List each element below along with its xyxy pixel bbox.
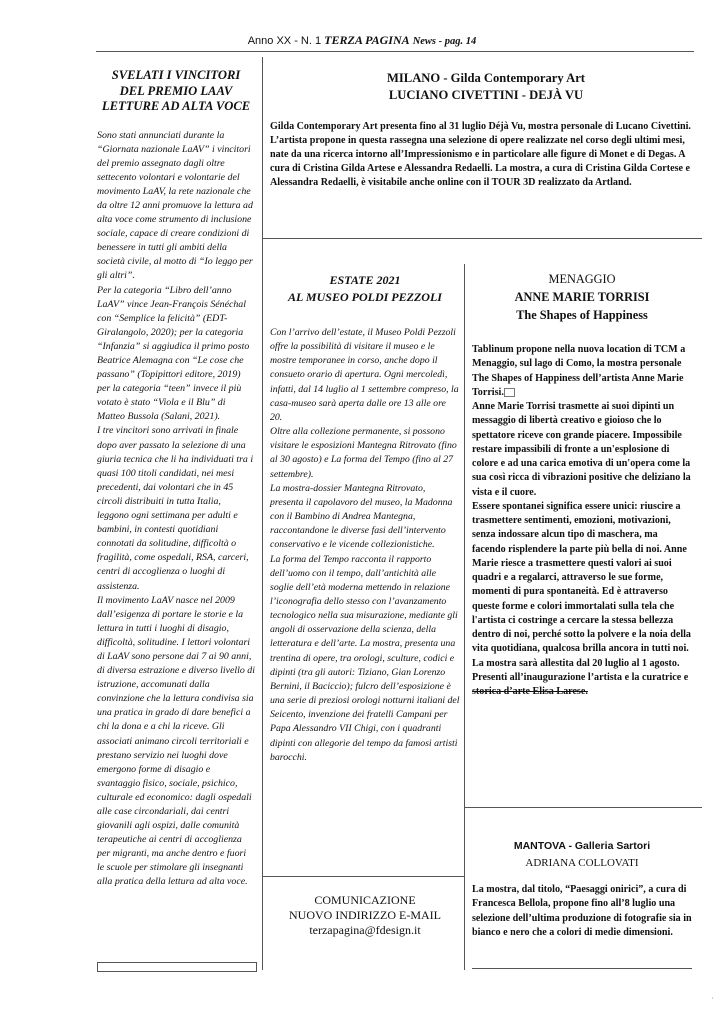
article-mantova: [472, 838, 692, 940]
paragraph: Il movimento LaAV nasce nel 2009 dall’esigenza di portare le storie e la lettura in tutti i luoghi di disagio, difficoltà, solitudine. I lettori volontari di LaAV sono persone dai 7 ai 90 anni, di diversa estrazione e diverso livello di istruzione, accomunati dalla convinzione che la lettura condivisa sia una pratica in grado di dare benefici a chi la dona e a chi la riceve. Gli associati animano circoli territoriali e prestano servizio nei luoghi dove emergono forme di disagio e svantaggio fisico, sociale, psichico, culturale ed economico: dagli ospedali alle case circondariali, dai centri giovanili agli ospizi, dalle comunità terapeutiche ai centri di accoglienza per migranti, ma anche dentro e fuori le scuole per stimolare gli insegnanti alla pratica della lettura ad alta voce.: [97, 594, 255, 888]
issue-number: Anno XX - N. 1: [247, 35, 322, 47]
notice-title: COMUNICAZIONE: [314, 893, 416, 907]
paragraph: Essere spontanei significa essere unici: riuscire a trasmettere sentimenti, emozioni, motivazioni, senza indossare alcun tipo di maschera, ma facendo risplendere la parte più bella di noi. Anne Marie riesce a trasmettere questi valori ai suoi quadri e a regalarci, attraverso le sue forme, momenti di pura spontaneità. Ed è attraverso queste forme e colori immortalati sulla tela che l'artista ci costringe a cercare la stessa bellezza dentro di noi, perché sotto la polvere e la noia della vita quotidiana, qualcosa brilla ancora in tutti noi.: [472, 500, 691, 655]
title-line: MILANO - Gilda Contemporary Art: [387, 71, 585, 85]
page-header: [0, 33, 724, 48]
article-body: [270, 326, 460, 765]
article-title: [472, 270, 692, 324]
title-line: DEL PREMIO LAAV: [119, 83, 233, 98]
article-poldi-pezzoli: [270, 272, 460, 765]
article-menaggio: [472, 270, 692, 699]
paragraph: La forma del Tempo racconta il rapporto dell’uomo con il tempo, dall’antichità alle soglie dell’età moderna mettendo in relazione l’iconografia dello stesso con l’avanzamento tecnologico nella sua misurazione, mediante gli angoli di osservazione della scienza, della letteratura e dell’arte. La mostra, presenta una trentina di opere, tra orologi, sculture, codici e dipinti (tra gli autori: Tiziano, Gian Lorenzo Bernini, il Baciccio); fulcro dell’esposizione è una serie di preziosi orologi notturni italiani del Seicento, invenzione dei fratelli Campani per Papa Alessandro VII Chigi, con i quadranti dipinti con allegorie del tempo da famosi artisti barocchi.: [270, 553, 460, 763]
divider-under-milano: [262, 238, 702, 239]
title-line: SVELATI I VINCITORI: [111, 68, 241, 82]
title-line: ESTATE 2021: [329, 273, 401, 287]
margin-mark: ·: [711, 994, 714, 1003]
paragraph: Con l’arrivo dell’estate, il Museo Poldi Pezzoli offre la possibilità di visitare il museo e le mostre temporanee in corso, anche dopo il consueto orario di apertura. Ogni mercoledì, infatti, dal 14 luglio al 1 settembre compreso, la casa-museo sarà aperta dalle ore 13 alle ore 20.: [270, 327, 459, 423]
email-address: terzapagina@fdesign.it: [309, 923, 421, 937]
title-line: LUCIANO CIVETTINI - DEJÀ VU: [388, 88, 584, 102]
article-title: [270, 70, 702, 104]
title-line: LETTURE AD ALTA VOCE: [101, 99, 251, 113]
paragraph: [472, 657, 692, 700]
article-body: [97, 129, 255, 890]
paragraph: Oltre alla collezione permanente, si possono visitare le esposizioni Mantegna Ritrovato (fino al 30 agosto) e La forma del Tempo (fino al 27 settembre).: [270, 426, 457, 480]
missing-glyph-icon: [504, 388, 515, 397]
paragraph: La mostra-dossier Mantegna Ritrovato, presenta il capolavoro del museo, la Madonna con il Bambino di Andrea Mantegna, raccontandone le diverse fasi dell’intervento conservativo e le vicende collezionistiche.: [270, 482, 453, 551]
title-line: MANTOVA - Galleria Sartori: [513, 840, 651, 852]
paragraph: L’artista propone in questa rassegna una selezione di opere realizzate nel corso degli ultimi mesi, nate da una ricerca intorno all’Impressionismo e in particolare alle figure di Monet e di Degas. A cura di Cristina Gilda Artese e Alessandra Redaelli. La mostra, a cura di Cristina Gilda Cortese e Alessandra Redaelli, è visitabile anche online con il TOUR 3D realizzato da Artland.: [270, 135, 690, 188]
empty-box: [97, 962, 257, 972]
article-title: [270, 272, 460, 306]
paragraph: Sono stati annunciati durante la “Giornata nazionale LaAV” i vincitori del premio assegnato dagli oltre settecento volontari e volontarie del movimento LaAV, la rete nazionale che da oltre 12 anni promuove la lettura ad alta voce come strumento di inclusione sociale, capace di creare condizioni di benessere in tutti gli ambiti della società civile, al motto di “Io leggo per gli altri”.: [97, 129, 253, 282]
article-body: [270, 120, 702, 190]
title-line: The Shapes of Happiness: [516, 308, 648, 322]
mantova-underline: [472, 968, 692, 969]
paragraph-text: Tablinum propone nella nuova location di TCM a Menaggio, sul lago di Como, la mostra personale The Shapes of Happiness dell’artista Anne Marie Torrisi.: [472, 344, 686, 398]
article-title: [472, 838, 692, 872]
notice-email: [270, 893, 460, 938]
struck-text: storica d’arte Elisa Larese.: [472, 686, 588, 697]
page-section: News - pag. 14: [412, 36, 477, 47]
article-body: [472, 343, 692, 699]
title-line: ADRIANA COLLOVATI: [525, 857, 639, 869]
column-divider-right: [464, 264, 465, 970]
paragraph-text: La mostra sarà allestita dal 20 luglio al 1 agosto. Presenti all’inaugurazione l’artista e la curatrice e: [472, 657, 689, 683]
article-title: [97, 68, 255, 115]
article-body: [472, 883, 692, 940]
divider-above-comunicazione: [262, 876, 464, 877]
paragraph: [472, 343, 692, 400]
paragraph: I tre vincitori sono arrivati in finale dopo aver passato la selezione di una giuria tecnica che li ha individuati tra i quasi 100 titoli candidati, nei mesi precedenti, dai volontari che in 45 circoli distribuiti in tutta Italia, leggono ogni settimana per adulti e bambini, in contesti quotidiani connotati da solitudine, difficoltà o fragilità, come ospedali, RSA, carceri, centri di accoglienza o luoghi di assistenza.: [97, 425, 254, 592]
paragraph: La mostra, dal titolo, “Paesaggi onirici”, a cura di Francesca Bellola, propone fino all’8 luglio una selezione dell’ultima produzione di fotografie sia in bianco e nero che a colori di medie dimensioni.: [472, 884, 692, 938]
paragraph: Anne Marie Torrisi trasmette ai suoi dipinti un messaggio di libertà creativo e gioioso che lo spettatore riceve con grande piacere. Impossibile restare impassibili di fronte a un'esplosione di colore e ad una carica emotiva di un'opera come la sua così ricca di vibrazioni positive che deliziano la vista e il cuore.: [472, 401, 691, 498]
paragraph: Per la categoria “Libro dell’anno LaAV” vince Jean-François Sénéchal con “Semplice la felicità” (EDT-Giralangolo, 2020); per la categoria “Infanzia” si aggiudica il primo posto Beatrice Alemagna con “Le cose che passano” (Topipittori editore, 2019) per la categoria “teen” invece il più votato è stato “Viola e il Blu” di Matteo Bussola (Salani, 2021).: [97, 284, 250, 423]
article-milano: [270, 70, 702, 190]
title-line: AL MUSEO POLDI PEZZOLI: [288, 290, 442, 304]
paragraph: Gilda Contemporary Art presenta fino al 31 luglio Déjà Vu, mostra personale di Lucano Civettini.: [270, 121, 691, 132]
title-line: ANNE MARIE TORRISI: [514, 290, 650, 304]
divider-above-mantova: [464, 807, 702, 808]
header-rule: [96, 51, 694, 52]
article-laav: [97, 60, 255, 890]
title-line: MENAGGIO: [548, 272, 616, 286]
column-divider-left: [262, 57, 263, 970]
magazine-name: TERZA PAGINA: [324, 33, 410, 47]
notice-subtitle: NUOVO INDIRIZZO E-MAIL: [289, 908, 441, 922]
